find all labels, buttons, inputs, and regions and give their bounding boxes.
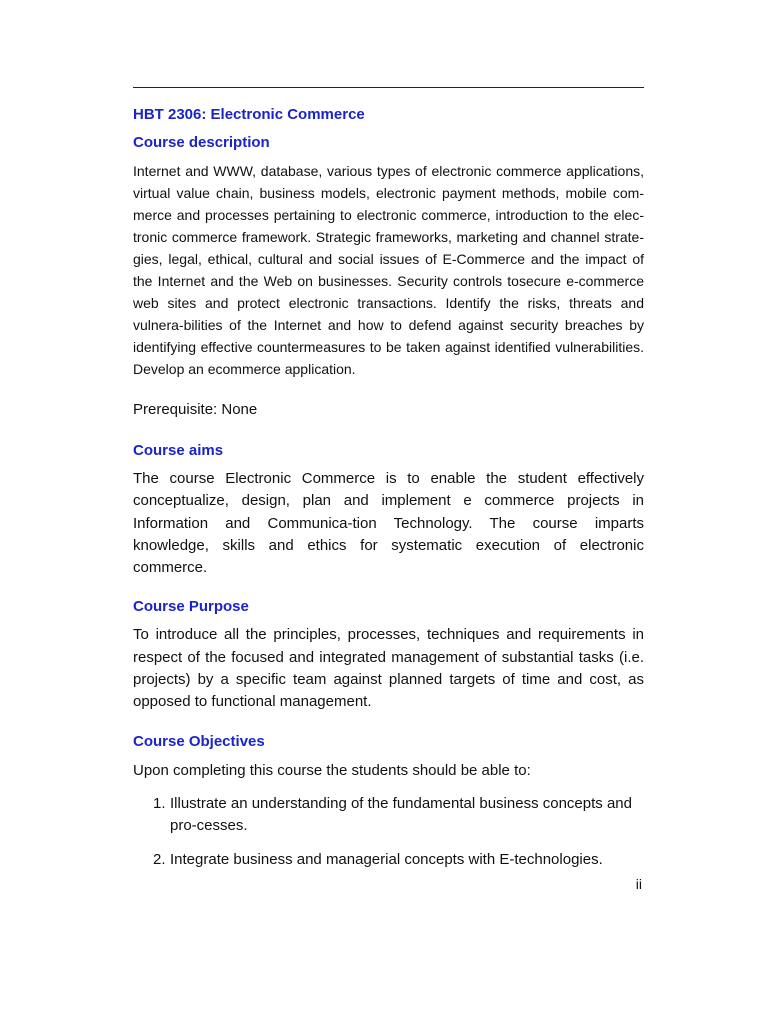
course-description-text: Internet and WWW, database, various types of electronic commerce applications, virtual value chain, business models, electronic payment methods, mobile com-merce and processes pertaining to electronic commerce, introduction to the elec-tronic commerce framework. Strategic frameworks, marketing and channel strate-gies, legal, ethical, cultural and social issues of E-Commerce and the impact of the Internet and the Web on businesses. Security controls tosecure e-commerce web sites and protect electronic transactions. Identify the risks, threats and vulnera-bilities of the Internet and how to defend against security breaches by identifying effective countermeasures to be taken against identified vulnerabilities. Develop an ecommerce application. — [133, 163, 644, 377]
objectives-intro-text: Upon completing this course the students should be able to: — [133, 761, 531, 779]
objective-text: Illustrate an understanding of the fundamental business concepts and pro-cesses. — [170, 794, 632, 835]
course-aims-text: The course Electronic Commerce is to enable the student effectively conceptualize, design, plan and implement e commerce projects in Information and Communica-tion Technology. The course imparts knowledge, skills and ethics for systematic execution of electronic commerce. — [133, 470, 644, 577]
objectives-list — [133, 793, 644, 872]
page-content — [133, 104, 644, 871]
objective-item — [133, 793, 644, 838]
course-title: HBT 2306: Electronic Commerce — [133, 106, 365, 123]
course-objectives-heading: Course Objectives — [133, 732, 265, 750]
prerequisite-text: Prerequisite: None — [133, 401, 258, 418]
objective-item — [133, 849, 644, 872]
course-purpose-heading: Course Purpose — [133, 598, 249, 616]
objective-text: Integrate business and managerial concepts with E-technologies. — [170, 850, 603, 868]
course-aims-heading: Course aims — [133, 442, 224, 459]
course-purpose-text: To introduce all the principles, processes, techniques and requirements in respect of the focused and integrated management of substantial tasks (i.e. projects) by a specific team against planned targets of time and cost, as opposed to functional management. — [133, 626, 644, 711]
objective-number: 1. — [153, 794, 166, 812]
header-rule — [133, 87, 644, 88]
page-number: ii — [635, 876, 642, 892]
objective-number: 2. — [153, 850, 166, 868]
course-description-heading: Course description — [133, 134, 270, 151]
